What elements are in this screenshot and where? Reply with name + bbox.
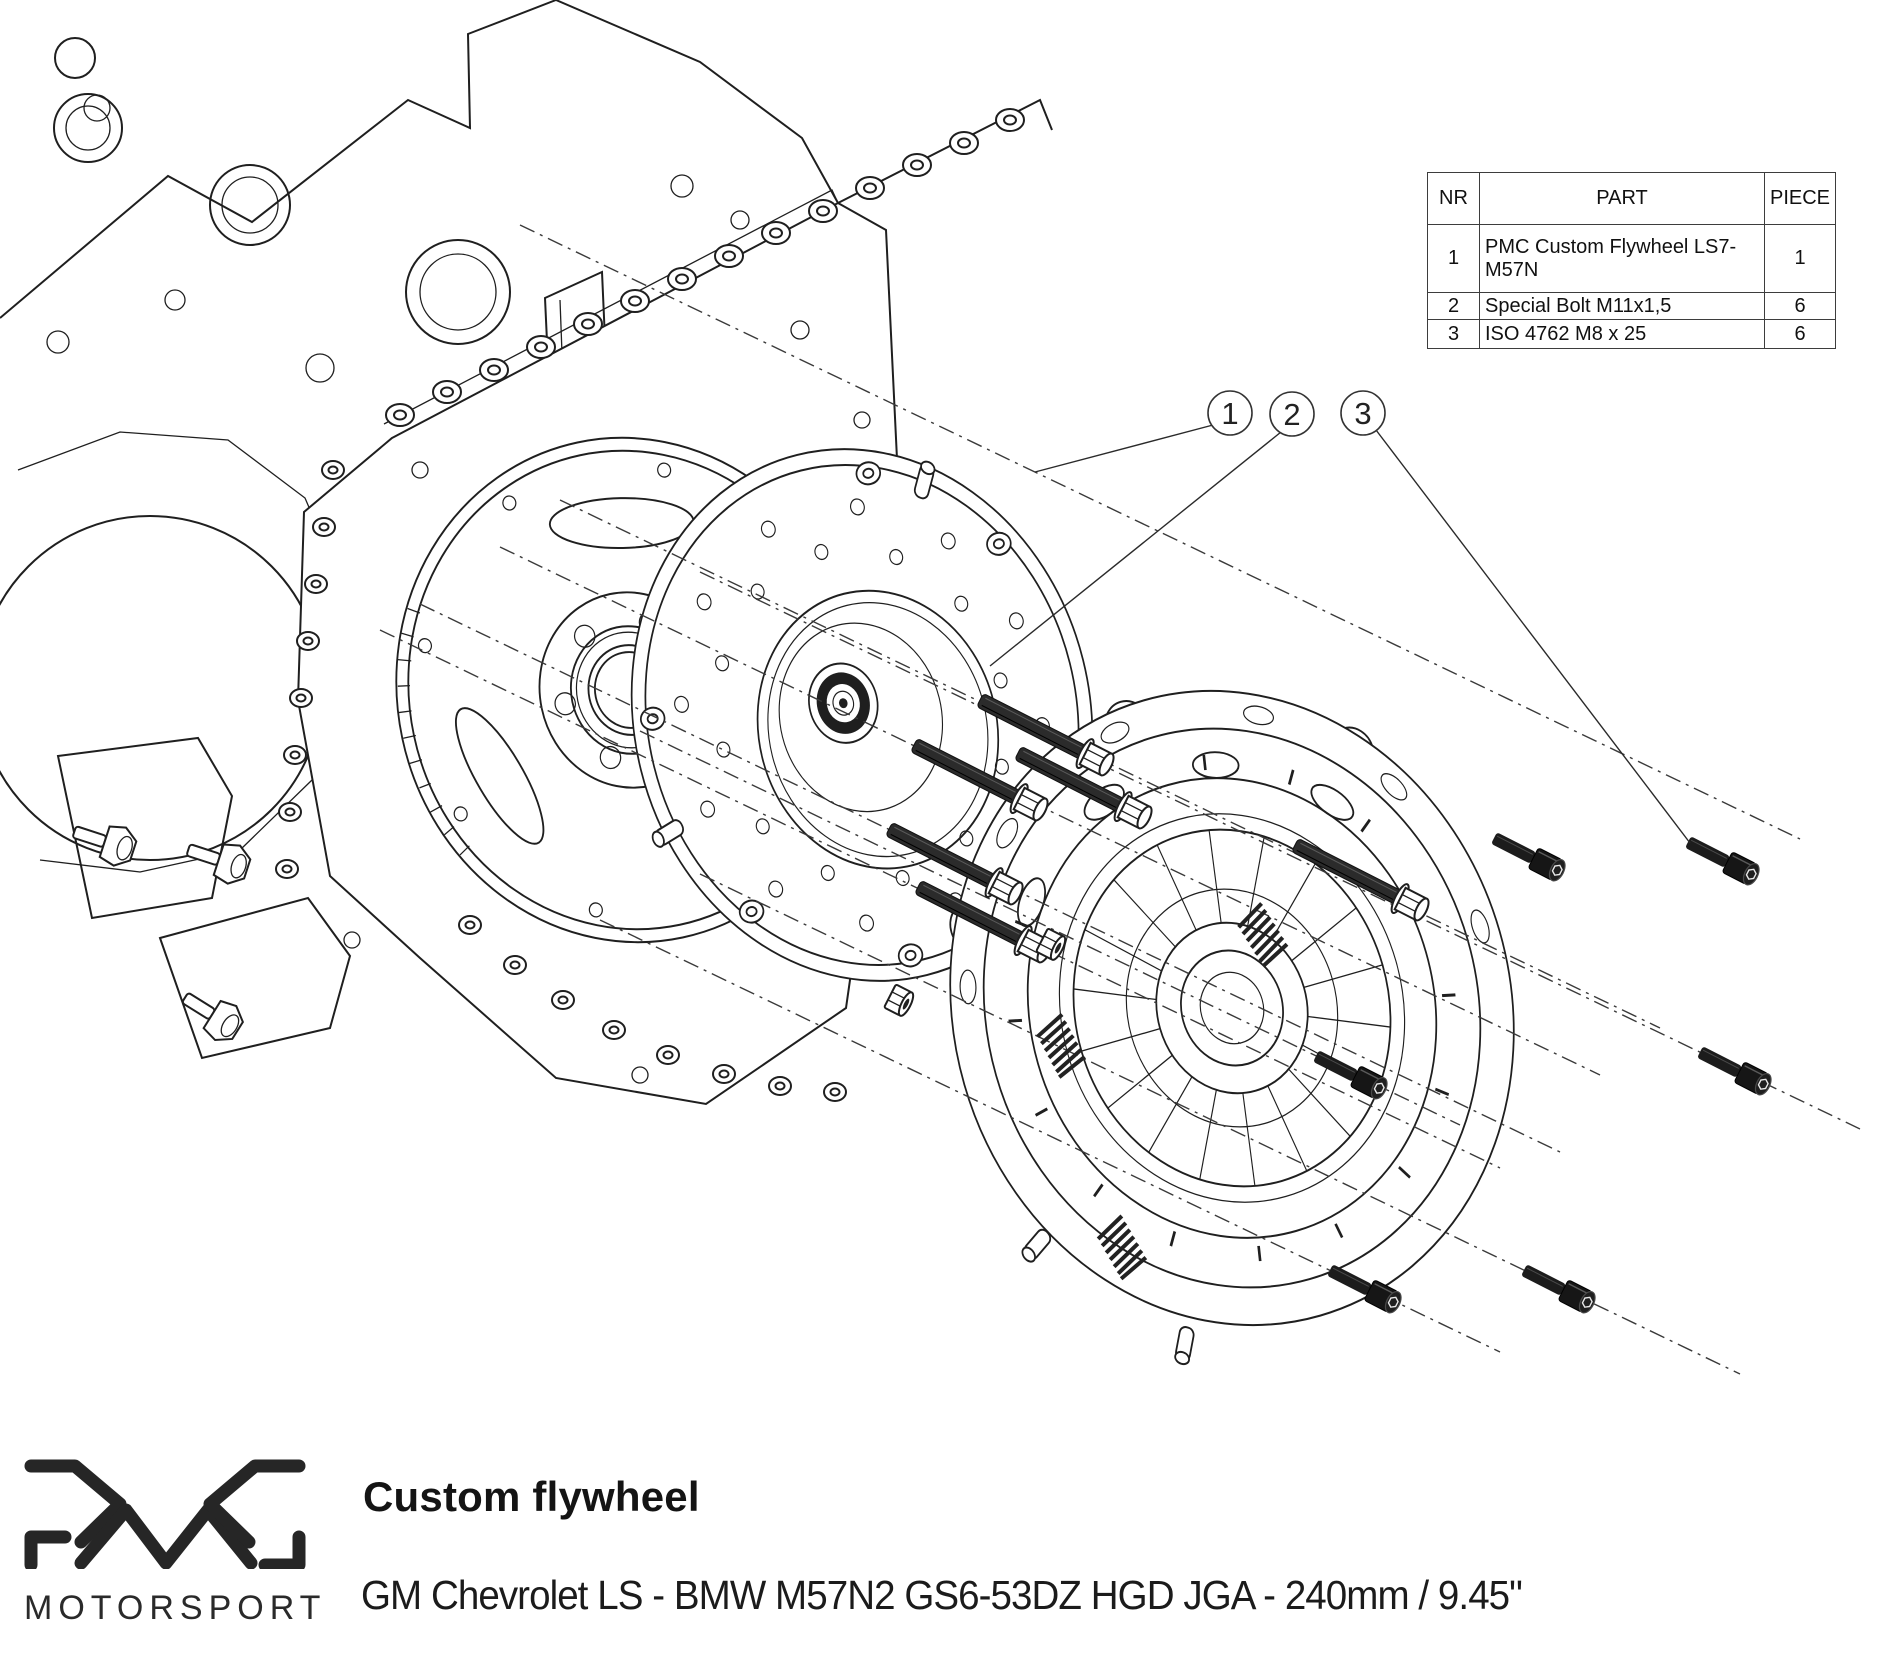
col-header-nr: NR	[1428, 173, 1480, 225]
table-row	[1428, 293, 1836, 320]
part-nr: 2	[1428, 293, 1480, 320]
callout-3-number: 3	[1354, 396, 1372, 431]
part-qty: 6	[1765, 320, 1836, 349]
parts-table-header-row	[1428, 173, 1836, 225]
pmc-logo-icon	[22, 1457, 308, 1569]
product-description: GM Chevrolet LS - BMW M57N2 GS6-53DZ HGD JGA - 240mm / 9.45"	[361, 1572, 1522, 1618]
part-qty: 1	[1765, 225, 1836, 293]
part-nr: 3	[1428, 320, 1480, 349]
callout-1-number: 1	[1221, 396, 1239, 431]
part-name: PMC Custom Flywheel LS7-M57N	[1480, 225, 1765, 293]
brand-wordmark: MOTORSPORT	[24, 1589, 327, 1627]
parts-table	[1427, 172, 1836, 349]
part-qty: 6	[1765, 293, 1836, 320]
part-name: ISO 4762 M8 x 25	[1480, 320, 1765, 349]
callout-3	[1341, 391, 1385, 435]
callout-2	[1270, 392, 1314, 436]
part-name: Special Bolt M11x1,5	[1480, 293, 1765, 320]
col-header-piece: PIECE	[1765, 173, 1836, 225]
part-nr: 1	[1428, 225, 1480, 293]
table-row	[1428, 225, 1836, 293]
callout-1	[1208, 391, 1252, 435]
product-title: Custom flywheel	[363, 1473, 700, 1520]
callout-2-number: 2	[1283, 397, 1301, 432]
col-header-part: PART	[1480, 173, 1765, 225]
hex-nut	[884, 984, 916, 1017]
table-row	[1428, 320, 1836, 349]
